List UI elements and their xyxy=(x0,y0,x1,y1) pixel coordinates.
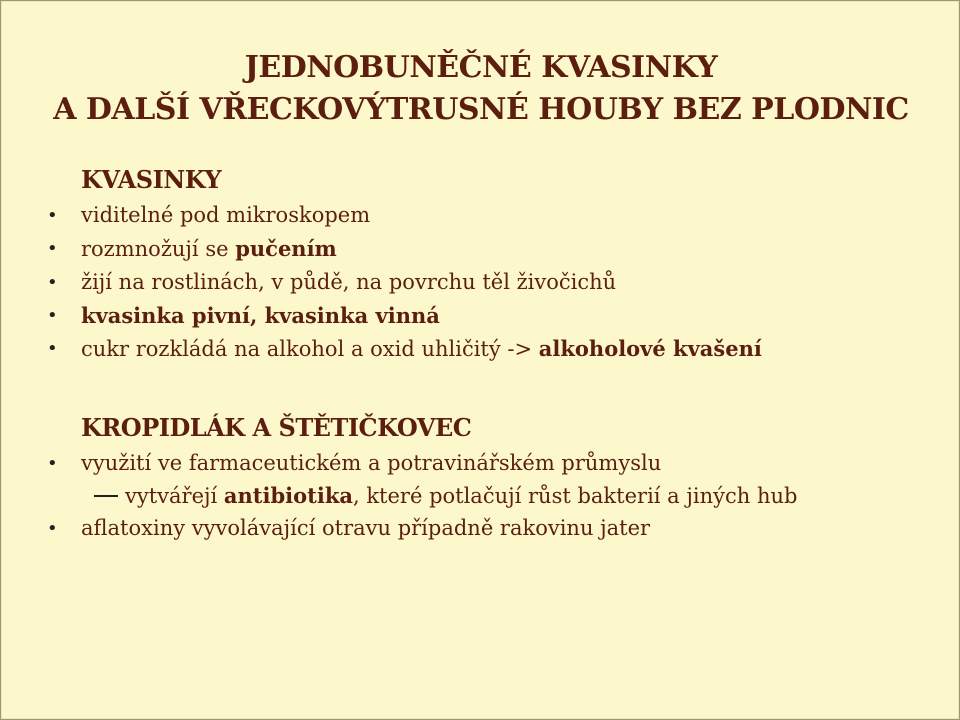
sub-list-item-text: vytvářejí xyxy=(125,484,224,508)
dash-icon xyxy=(94,495,118,497)
list-item xyxy=(47,333,841,365)
section-heading-kvasinky: KVASINKY xyxy=(81,165,222,194)
slide-content xyxy=(47,161,941,545)
slide-title xyxy=(1,47,960,131)
bullet-icon: • xyxy=(47,305,58,326)
title-line-1: JEDNOBUNĚČNÉ KVASINKY xyxy=(244,50,718,85)
list-item-emphasis: kvasinka pivní, kvasinka vinná xyxy=(81,303,440,328)
title-line-2: A DALŠÍ VŘECKOVÝTRUSNÉ HOUBY BEZ PLODNIC xyxy=(53,92,909,127)
sub-list-item xyxy=(81,480,941,512)
list-item-emphasis: pučením xyxy=(235,236,337,261)
list-item-text: cukr rozkládá na alkohol a oxid uhličitý -> xyxy=(81,337,539,361)
bullet-icon: • xyxy=(47,272,58,293)
list-item-emphasis: alkoholové kvašení xyxy=(538,336,762,361)
bullet-icon: • xyxy=(47,238,58,259)
list-item xyxy=(47,232,941,266)
bullet-icon: • xyxy=(47,338,58,359)
sub-list-item-emphasis: antibiotika xyxy=(223,483,353,508)
list-item-text: viditelné pod mikroskopem xyxy=(81,203,371,227)
list-item xyxy=(47,299,941,333)
list-item-text: rozmnožují se xyxy=(81,237,236,261)
list-item xyxy=(47,199,941,232)
list-item-text: využití ve farmaceutickém a potravinářském průmyslu xyxy=(81,451,662,475)
list-item-text: aflatoxiny vyvolávající otravu případně rakovinu jater xyxy=(81,516,651,540)
list-item xyxy=(47,512,941,545)
list-item xyxy=(47,266,941,299)
bullet-icon: • xyxy=(47,518,58,539)
bullet-icon: • xyxy=(47,453,58,474)
section-heading-kropidlak: KROPIDLÁK A ŠTĚTIČKOVEC xyxy=(81,413,472,442)
sub-list-item-text-end: , které potlačují růst bakterií a jiných hub xyxy=(352,484,798,508)
bullet-icon: • xyxy=(47,205,58,226)
list-item xyxy=(47,447,941,480)
list-item-text: žijí na rostlinách, v půdě, na povrchu těl živočichů xyxy=(81,270,617,294)
